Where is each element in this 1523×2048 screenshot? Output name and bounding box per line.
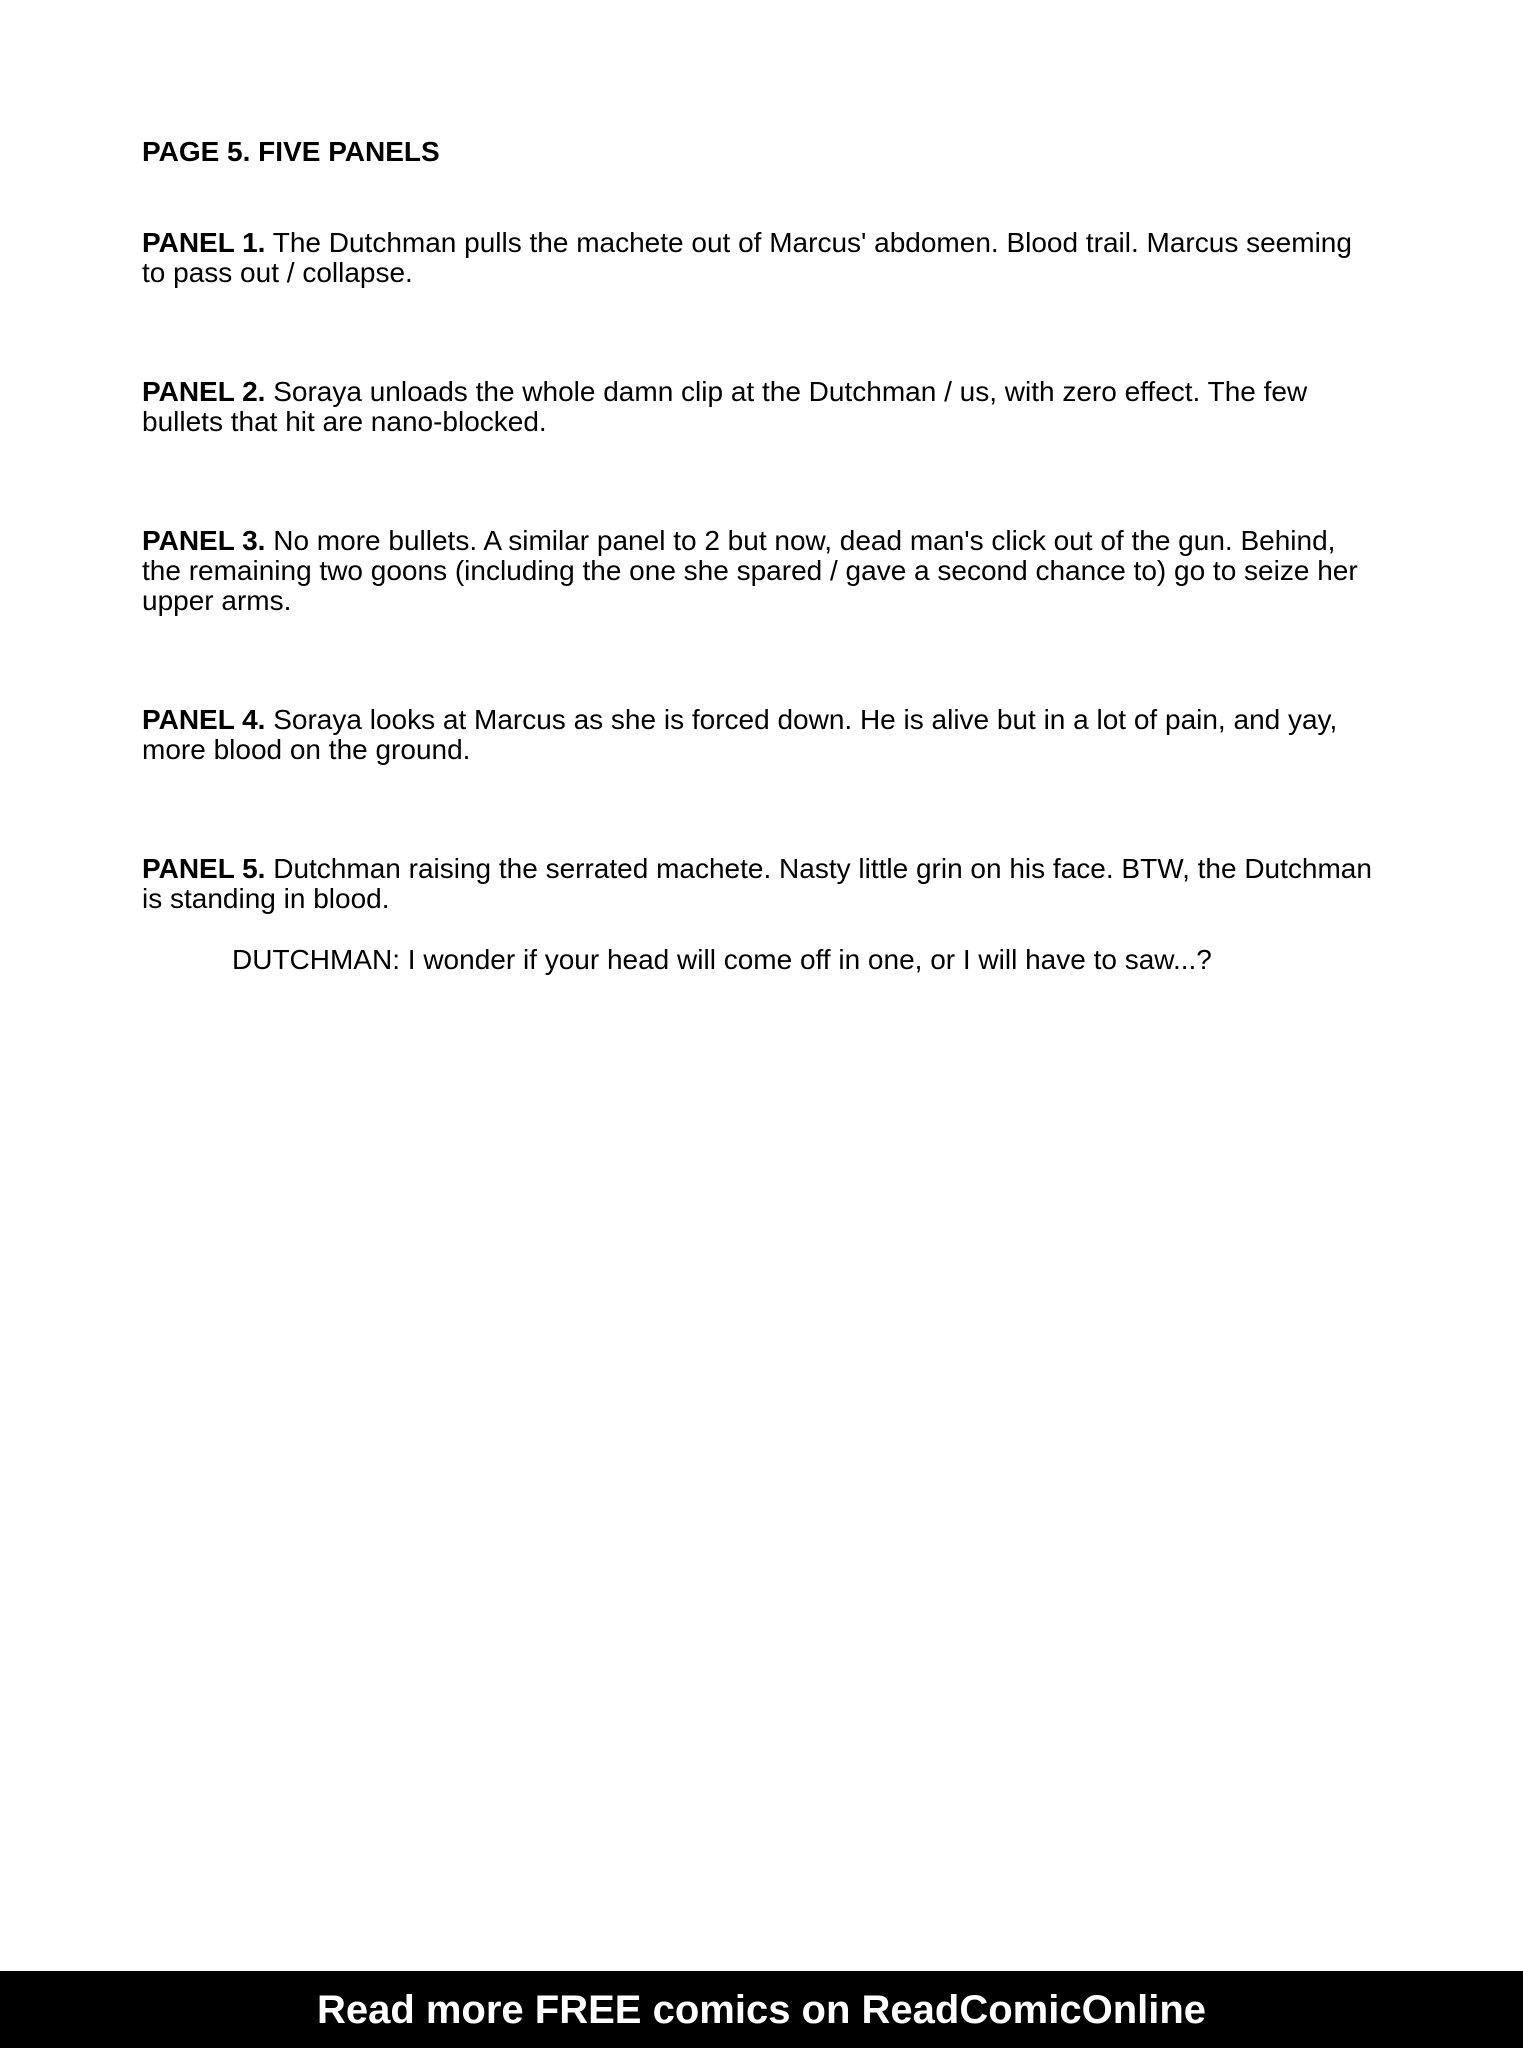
panel-label: PANEL 1.	[142, 227, 266, 258]
panel-2-description	[142, 377, 1382, 437]
panel-text: Dutchman raising the serrated machete. Nasty little grin on his face. BTW, the Dutchman is standing in blood.	[142, 853, 1372, 914]
panel-text: Soraya looks at Marcus as she is forced down. He is alive but in a lot of pain, and yay, more blood on the ground.	[142, 704, 1338, 765]
panel-text: The Dutchman pulls the machete out of Marcus' abdomen. Blood trail. Marcus seeming to pass out / collapse.	[142, 227, 1352, 288]
panel-label: PANEL 2.	[142, 376, 266, 407]
panel-text: No more bullets. A similar panel to 2 but now, dead man's click out of the gun. Behind, the remaining two goons (including the one she spared / gave a second chance to) go to seize her upper arms.	[142, 525, 1358, 616]
footer-banner[interactable]	[0, 1971, 1523, 2048]
page-heading: PAGE 5. FIVE PANELS	[142, 136, 440, 167]
footer-banner-link[interactable]: Read more FREE comics on ReadComicOnline	[316, 1987, 1207, 2032]
panel-text: Soraya unloads the whole damn clip at the Dutchman / us, with zero effect. The few bullets that hit are nano-blocked.	[142, 376, 1308, 437]
panel-4-description	[142, 705, 1382, 765]
dialogue-line: DUTCHMAN: I wonder if your head will come off in one, or I will have to saw...?	[232, 944, 1212, 975]
panel-3-description	[142, 526, 1382, 616]
panel-1-description	[142, 228, 1382, 288]
panel-label: PANEL 3.	[142, 525, 266, 556]
panel-label: PANEL 5.	[142, 853, 266, 884]
panel-5-description	[142, 854, 1382, 914]
panel-label: PANEL 4.	[142, 704, 266, 735]
